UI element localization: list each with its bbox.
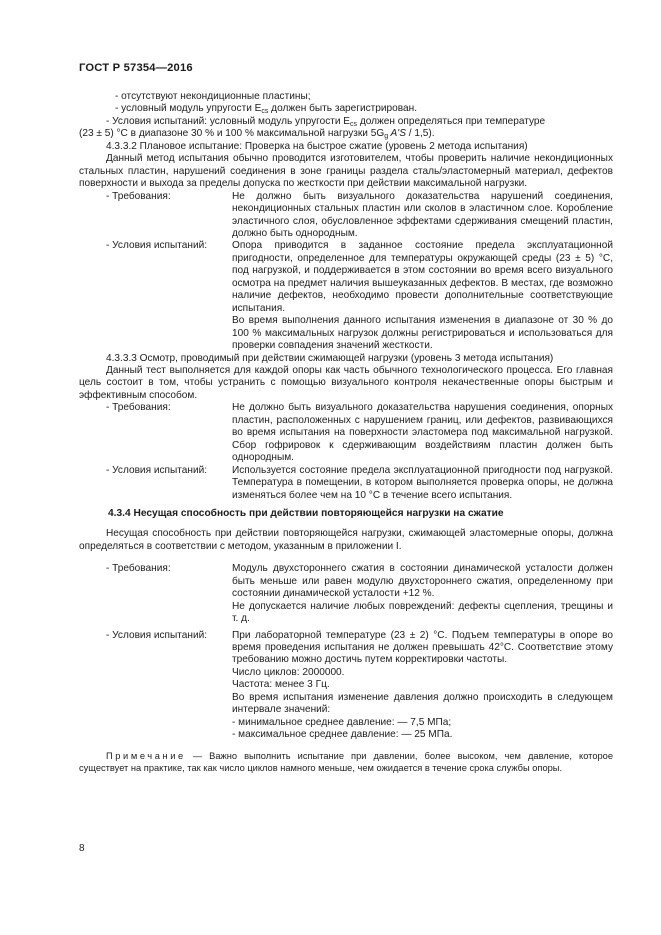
list-item: - условный модуль упругости $E_{cs}$ должен быть зарегистрирован. xyxy=(115,103,417,116)
requirements-text: Не должно быть визуального доказательства нарушений соединения, некондиционных стальных пластин или сколов в эластичном слое. Коробление эластичного слоя, обусловленное эффектами сдерживания смещений пластин, должно быть однородным. xyxy=(232,190,613,239)
conditions-text: Частота: менее 3 Гц. xyxy=(232,679,330,691)
conditions-text: Используется состояние предела эксплуатационной пригодности под нагрузкой. Температура в помещении, в котором выполняется проверка опоры, не должна изменяться более чем на 10 °C в течение всего испытания. xyxy=(232,464,613,501)
conditions-label: - Условия испытаний: xyxy=(106,464,208,476)
conditions-row xyxy=(79,630,613,742)
conditions-row xyxy=(79,240,613,352)
conditions-text: При лабораторной температуре (23 ± 2) °C. Подъем температуры в опоре во время проведения испытания не должен превышать 42°C. Соответствие этому требованию можно достичь путем корректировки частоты. xyxy=(232,629,613,666)
conditions-row xyxy=(79,465,613,502)
document-header: ГОСТ Р 57354—2016 xyxy=(79,62,193,74)
requirements-text: Не должно быть визуального доказательства нарушения соединения, опорных пластин, расположенных с нарушением границ, или дефектов, развивающихся во время испытания на поверхности эластомера под максимальной нагрузкой. Сбор гофрировок к сдерживающим воздействиям пластин должен быть однородным. xyxy=(232,402,613,464)
section-heading-4-3-3-2: 4.3.3.2 Плановое испытание: Проверка на быстрое сжатие (уровень 2 метода испытания) xyxy=(106,140,528,152)
list-item: - отсутствуют некондиционные пластины; xyxy=(115,91,311,102)
conditions-text: Во время испытания изменение давления должно происходить в следующем интервале значений: xyxy=(232,691,613,716)
test-conditions-line-2: (23 ± 5) °C в диапазоне 30 % и 100 % максимальной нагрузки $5G_g$ A'S / 1,5). xyxy=(79,128,435,141)
test-conditions-line: - Условия испытаний: условный модуль упругости $E_{cs}$ должен определяться при температуре xyxy=(106,115,546,128)
paragraph: Несущая способность при действии повторяющейся нагрузки, сжимающей эластомерные опоры, должна определяться в соответствии с методом, указанным в приложении I. xyxy=(79,528,613,552)
paragraph: Данный метод испытания обычно проводится изготовителем, чтобы проверить наличие некондиционных стальных пластин, нарушений соединения в зоне границы раздела сталь/эластомерный материал, дефектов поверхности и выхода за пределы допуска по жесткости при действии максимальной нагрузки. xyxy=(79,153,613,190)
requirements-label: - Требования: xyxy=(106,563,171,575)
conditions-text: Во время выполнения данного испытания изменения в диапазоне от 30 % до 100 % максимальных нагрузок должны регистрироваться и использоваться для проверки совпадения значений жесткости. xyxy=(232,315,613,352)
requirements-label: - Требования: xyxy=(106,190,171,202)
requirements-label: - Требования: xyxy=(106,402,171,414)
conditions-label: - Условия испытаний: xyxy=(106,629,208,641)
requirements-text: Модуль двухстороннего сжатия в состоянии динамической усталости должен быть меньше или равен модулю двухстороннего сжатия, определенному при состоянии динамической усталости +12 %. xyxy=(232,563,613,600)
requirements-row xyxy=(79,402,613,464)
section-heading-4-3-3-3: 4.3.3.3 Осмотр, проводимый при действии сжимающей нагрузки (уровень 3 метода испытания) xyxy=(106,352,554,364)
document-body xyxy=(79,91,613,774)
requirements-row xyxy=(79,563,613,625)
conditions-text: - максимальное среднее давление: — 25 МПа. xyxy=(232,729,453,741)
conditions-text: Число циклов: 2000000. xyxy=(232,666,345,678)
note-label: Примечание xyxy=(106,750,186,761)
conditions-label: - Условия испытаний: xyxy=(106,240,208,252)
requirements-text: Не допускается наличие любых повреждений: дефекты сцепления, трещины и т. д. xyxy=(232,600,613,625)
note xyxy=(79,750,613,774)
requirements-row xyxy=(79,191,613,241)
paragraph: Данный тест выполняется для каждой опоры как часть обычного технологического процесса. Его главная цель состоит в том, чтобы устранить с помощью визуального контроля некачественные опоры быстрым и эффективным способом. xyxy=(79,364,613,401)
page-number: 8 xyxy=(79,843,85,854)
section-heading-4-3-4: 4.3.4 Несущая способность при действии повторяющейся нагрузки на сжатие xyxy=(108,507,504,519)
note-text: — Важно выполнить испытание при давлении, более высоком, чем давление, которое существует на практике, так как число циклов намного меньше, чем ожидается в течение срока службы опоры. xyxy=(79,750,613,773)
conditions-text: - минимальное среднее давление: — 7,5 МПа; xyxy=(232,716,452,728)
conditions-text: Опора приводится в заданное состояние предела эксплуатационной пригодности, определенное для температуры окружающей среды (23 ± 5) °C, под нагрузкой, и поддерживается в этом состоянии во время всего визуального осмотра на предмет наличия вышеуказанных дефектов. В местах, где возможно наличие дефектов, необходимо провести дополнительные соответствующие испытания. xyxy=(232,240,613,314)
